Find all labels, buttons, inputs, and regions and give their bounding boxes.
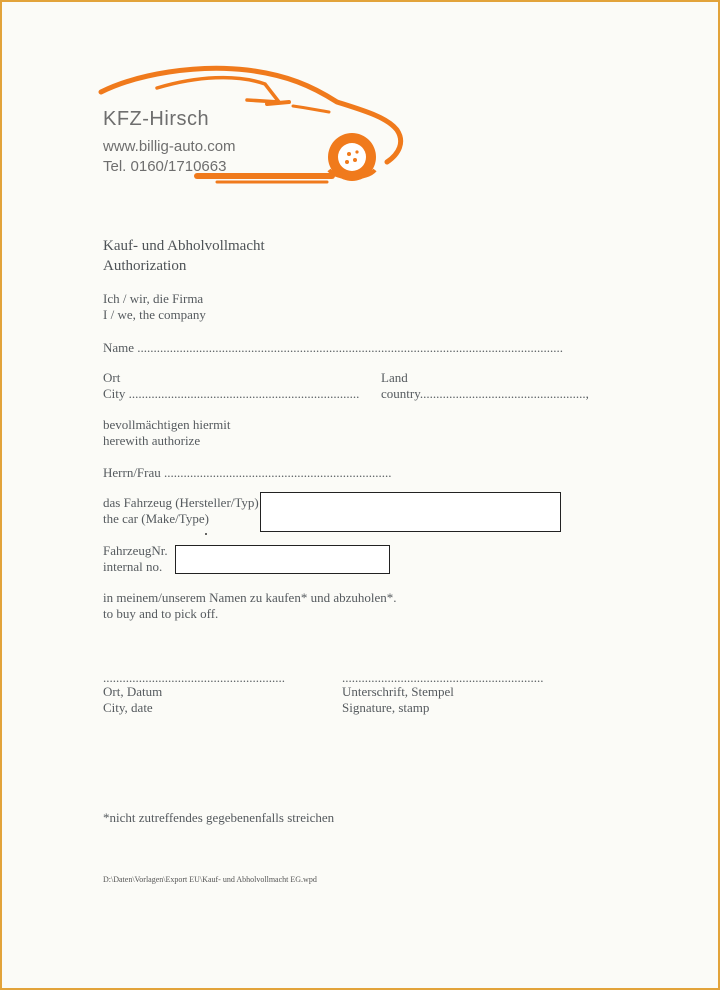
signature-label-english: Signature, stamp <box>342 700 430 715</box>
signature-line[interactable]: .............................................................. <box>342 670 544 685</box>
place-date-label-german: Ort, Datum <box>103 684 163 699</box>
name-field[interactable]: Name ................................................................................................................................... <box>103 340 564 355</box>
vehicle-input-box[interactable] <box>260 492 561 532</box>
signature-label-german: Unterschrift, Stempel <box>342 684 454 699</box>
vehicle-label-english: the car (Make/Type) <box>103 511 209 526</box>
number-label-english: internal no. <box>103 559 163 574</box>
vehicle-number-input-box[interactable] <box>175 545 390 574</box>
authorize-german: bevollmächtigen hiermit <box>103 417 231 432</box>
city-field[interactable]: City ....................................................................... <box>103 386 360 401</box>
file-path: D:\Daten\Vorlagen\Export EU\Kauf- und Abholvollmacht EG.wpd <box>103 875 317 884</box>
herr-frau-field[interactable]: Herrn/Frau ...................................................................... <box>103 465 392 480</box>
ort-label: Ort <box>103 370 121 385</box>
place-date-line[interactable]: ........................................................ <box>103 670 285 685</box>
land-label: Land <box>381 370 408 385</box>
logo-brand-name: KFZ-Hirsch <box>103 108 210 130</box>
vehicle-label-german: das Fahrzeug (Hersteller/Typ) <box>103 495 259 510</box>
place-date-label-english: City, date <box>103 700 153 715</box>
intro-english: I / we, the company <box>103 307 206 322</box>
purpose-german: in meinem/unserem Namen zu kaufen* und abzuholen*. <box>103 590 397 605</box>
stray-dot <box>205 533 207 535</box>
logo-website: www.billig-auto.com <box>103 138 236 155</box>
country-field[interactable]: country..................................................., <box>381 386 589 401</box>
number-label-german: FahrzeugNr. <box>103 543 168 558</box>
footnote: *nicht zutreffendes gegebenenfalls streichen <box>103 810 335 825</box>
title-english: Authorization <box>103 258 187 274</box>
intro-german: Ich / wir, die Firma <box>103 291 204 306</box>
title-german: Kauf- und Abholvollmacht <box>103 238 265 254</box>
logo-phone: Tel. 0160/1710663 <box>103 158 227 175</box>
authorize-english: herewith authorize <box>103 433 201 448</box>
purpose-english: to buy and to pick off. <box>103 606 219 621</box>
company-logo <box>97 62 417 192</box>
